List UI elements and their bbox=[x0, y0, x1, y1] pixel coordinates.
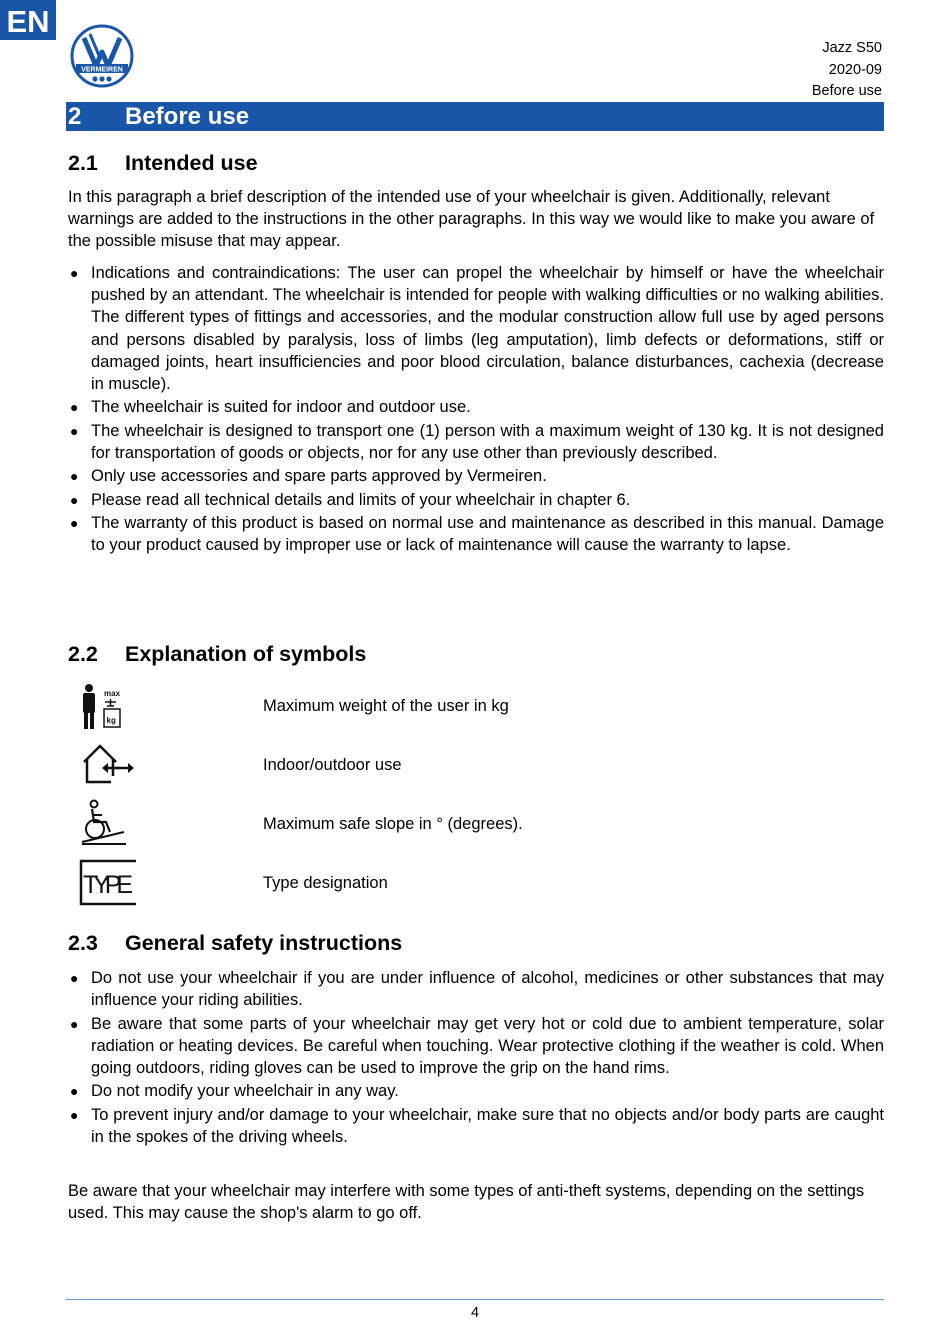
section-title: General safety instructions bbox=[125, 931, 403, 955]
list-item bbox=[68, 262, 884, 395]
footer-divider bbox=[66, 1299, 884, 1300]
list-item bbox=[68, 1013, 884, 1080]
icon-text-max: max bbox=[104, 689, 121, 698]
logo-text: VERMEIREN bbox=[81, 66, 123, 74]
list-item-text: Do not use your wheelchair if you are under influence of alcohol, medicines or other substances that may influence your riding abilities. bbox=[91, 969, 884, 1010]
chapter-heading bbox=[66, 102, 884, 131]
max-weight-icon bbox=[78, 682, 136, 732]
list-item bbox=[68, 1104, 884, 1148]
bullet-icon: ● bbox=[70, 515, 79, 532]
list-item-text: Do not modify your wheelchair in any way. bbox=[91, 1082, 399, 1101]
chapter-title: Before use bbox=[125, 103, 250, 130]
list-item bbox=[68, 420, 884, 464]
list-item-text: The wheelchair is suited for indoor and outdoor use. bbox=[91, 398, 471, 417]
symbol-label: Type designation bbox=[263, 874, 388, 892]
language-tab: EN bbox=[0, 0, 56, 40]
chapter-number: 2 bbox=[68, 103, 82, 130]
list-item bbox=[68, 489, 884, 511]
list-item-text: Be aware that some parts of your wheelchair may get very hot or cold due to ambient temperature, solar radiation or heating devices. Be careful when touching. Wear protective clothing if the weather is cold. When going outdoors, riding gloves can be used to improve the grip on the hand rims. bbox=[91, 1014, 884, 1077]
list-item bbox=[68, 396, 884, 418]
section-title: Explanation of symbols bbox=[125, 642, 367, 666]
list-item bbox=[68, 1080, 884, 1102]
list-item bbox=[68, 465, 884, 487]
icon-text-type: TYPE bbox=[83, 871, 133, 899]
list-item bbox=[68, 512, 884, 556]
document-date: 2020-09 bbox=[828, 61, 882, 78]
header-section: Before use bbox=[811, 83, 882, 99]
type-designation-icon bbox=[78, 858, 136, 908]
intended-use-list bbox=[68, 262, 884, 558]
list-item-text: Only use accessories and spare parts approved by Vermeiren. bbox=[91, 467, 547, 486]
bullet-icon: ● bbox=[70, 1015, 79, 1032]
bullet-icon: ● bbox=[70, 422, 79, 439]
bullet-icon: ● bbox=[70, 1083, 79, 1100]
intended-use-intro bbox=[68, 186, 884, 253]
page-number: 4 bbox=[470, 1305, 480, 1321]
symbol-label: Indoor/outdoor use bbox=[263, 756, 402, 774]
header-meta bbox=[812, 38, 882, 103]
paragraph: Be aware that your wheelchair may interfere with some types of anti-theft systems, depending on the settings used. This may cause the shop's alarm to go off. bbox=[68, 1182, 865, 1223]
symbol-label: Maximum weight of the user in kg bbox=[263, 697, 509, 715]
bullet-icon: ● bbox=[70, 468, 79, 485]
product-name: Jazz S50 bbox=[822, 40, 882, 56]
list-item-text: The warranty of this product is based on normal use and maintenance as described in this manual. Damage to your product caused by improper use or lack of maintenance will cause the warranty to lapse. bbox=[91, 514, 884, 555]
bullet-icon: ● bbox=[70, 265, 79, 281]
bullet-icon: ● bbox=[70, 970, 79, 986]
icon-text-kg: kg bbox=[106, 716, 116, 725]
bullet-icon: ● bbox=[70, 491, 79, 508]
section-number: 2.2 bbox=[68, 642, 98, 666]
bullet-icon: ● bbox=[70, 1106, 79, 1123]
list-item-text: Please read all technical details and limits of your wheelchair in chapter 6. bbox=[91, 490, 631, 509]
slope-icon bbox=[78, 798, 136, 848]
safety-list bbox=[68, 967, 884, 1149]
symbol-label: Maximum safe slope in ° (degrees). bbox=[263, 815, 523, 833]
bullet-icon: ● bbox=[70, 399, 79, 416]
section-number: 2.3 bbox=[68, 931, 98, 955]
indoor-outdoor-icon bbox=[78, 740, 136, 790]
list-item bbox=[68, 967, 884, 1011]
paragraph: In this paragraph a brief description of the intended use of your wheelchair is given. Additionally, relevant warnings are added to the instructions in the other paragraphs. In this way we would like to make you aware of the possible misuse that may appear. bbox=[68, 188, 875, 251]
list-item-text: The wheelchair is designed to transport one (1) person with a maximum weight of 130 kg. It is not designed for transportation of goods or objects, nor for any use other than previously described. bbox=[91, 421, 884, 462]
vermeiren-logo bbox=[70, 24, 134, 88]
section-title: Intended use bbox=[125, 151, 258, 175]
list-item-text: To prevent injury and/or damage to your wheelchair, make sure that no objects and/or body parts are caught in the spokes of the driving wheels. bbox=[91, 1105, 884, 1146]
list-item-text: Indications and contraindications: The user can propel the wheelchair by himself or have the wheelchair pushed by an attendant. The wheelchair is intended for people with walking difficulties or no walking abilities. The different types of fittings and accessories, and the modular construction allow full use by aged persons and persons disabled by paralysis, loss of limbs (leg amputation), limb defects or deformations, stiff or damaged joints, heart insufficiencies and poor blood circulation, balance disturbances, cachexia (decrease in muscle). bbox=[91, 264, 884, 394]
section-number: 2.1 bbox=[68, 151, 98, 175]
safety-closing bbox=[68, 1180, 884, 1224]
